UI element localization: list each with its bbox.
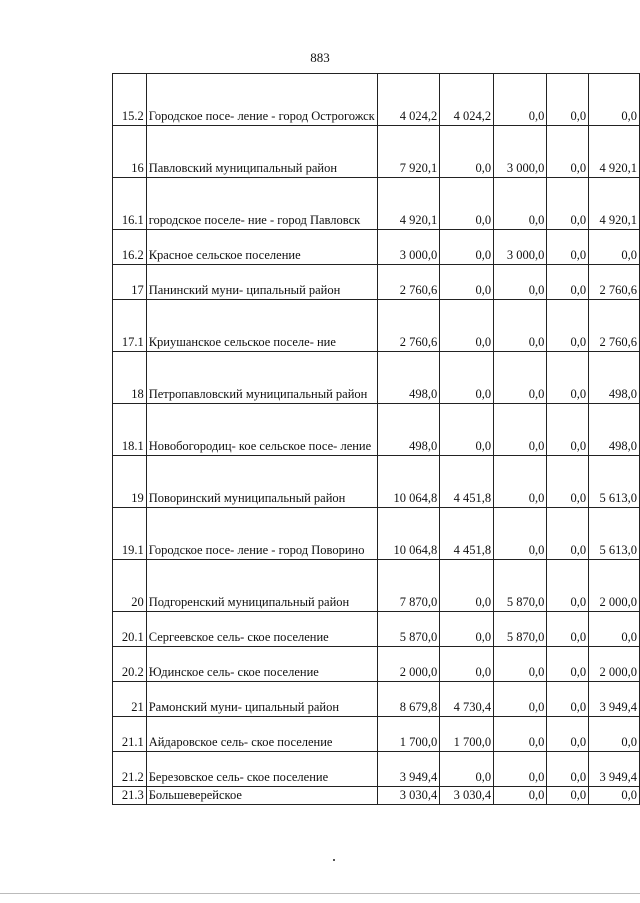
table-row: [113, 178, 640, 230]
value-col2-cell: 4 024,2: [440, 74, 494, 126]
table-row: [113, 508, 640, 560]
municipality-name-cell: Петропавловский муниципальный район: [146, 352, 377, 404]
value-total-cell: 8 679,8: [377, 682, 439, 717]
value-col4-cell: 0,0: [547, 178, 589, 230]
row-number-cell: 18.1: [113, 404, 147, 456]
value-col5-cell: 0,0: [589, 74, 640, 126]
value-col3-cell: 0,0: [494, 752, 547, 787]
value-col3-cell: 3 000,0: [494, 230, 547, 265]
value-col3-cell: 0,0: [494, 456, 547, 508]
value-total-cell: 498,0: [377, 352, 439, 404]
row-number-cell: 17: [113, 265, 147, 300]
value-col4-cell: 0,0: [547, 647, 589, 682]
table-row: [113, 752, 640, 787]
value-total-cell: 4 920,1: [377, 178, 439, 230]
table-row: [113, 352, 640, 404]
municipality-name-cell: Сергеевское сель- ское поселение: [146, 612, 377, 647]
municipality-name-cell: Красное сельское поселение: [146, 230, 377, 265]
value-col5-cell: 498,0: [589, 404, 640, 456]
table-row: [113, 265, 640, 300]
value-col2-cell: 4 451,8: [440, 508, 494, 560]
row-number-cell: 21.2: [113, 752, 147, 787]
value-col5-cell: 0,0: [589, 612, 640, 647]
value-col4-cell: 0,0: [547, 352, 589, 404]
table-row: [113, 74, 640, 126]
value-col5-cell: 0,0: [589, 787, 640, 805]
table-row: [113, 612, 640, 647]
municipality-name-cell: Панинский муни- ципальный район: [146, 265, 377, 300]
value-col2-cell: 0,0: [440, 178, 494, 230]
value-col3-cell: 0,0: [494, 647, 547, 682]
value-col2-cell: 0,0: [440, 752, 494, 787]
value-col4-cell: 0,0: [547, 230, 589, 265]
table-row: [113, 126, 640, 178]
value-col4-cell: 0,0: [547, 682, 589, 717]
value-col5-cell: 3 949,4: [589, 752, 640, 787]
municipality-name-cell: Большеверейское: [146, 787, 377, 805]
table-row: [113, 230, 640, 265]
value-col4-cell: 0,0: [547, 508, 589, 560]
value-col5-cell: 5 613,0: [589, 508, 640, 560]
value-col5-cell: 2 760,6: [589, 265, 640, 300]
value-col2-cell: 0,0: [440, 560, 494, 612]
table-row: [113, 300, 640, 352]
value-col5-cell: 2 000,0: [589, 647, 640, 682]
value-col3-cell: 5 870,0: [494, 560, 547, 612]
value-col2-cell: 0,0: [440, 612, 494, 647]
table-row: [113, 647, 640, 682]
municipality-name-cell: городское поселе- ние - город Павловск: [146, 178, 377, 230]
value-col2-cell: 0,0: [440, 352, 494, 404]
value-col5-cell: 0,0: [589, 230, 640, 265]
value-total-cell: 5 870,0: [377, 612, 439, 647]
row-number-cell: 15.2: [113, 74, 147, 126]
value-col4-cell: 0,0: [547, 752, 589, 787]
value-col3-cell: 5 870,0: [494, 612, 547, 647]
value-total-cell: 2 760,6: [377, 300, 439, 352]
value-total-cell: 498,0: [377, 404, 439, 456]
value-col3-cell: 3 000,0: [494, 126, 547, 178]
municipality-name-cell: Подгоренский муниципальный район: [146, 560, 377, 612]
municipality-name-cell: Городское посе- ление - город Поворино: [146, 508, 377, 560]
value-col2-cell: 0,0: [440, 230, 494, 265]
value-total-cell: 3 030,4: [377, 787, 439, 805]
page-number: 883: [310, 50, 330, 65]
value-col3-cell: 0,0: [494, 404, 547, 456]
value-col4-cell: 0,0: [547, 265, 589, 300]
municipality-name-cell: Павловский муниципальный район: [146, 126, 377, 178]
value-total-cell: 1 700,0: [377, 717, 439, 752]
municipality-name-cell: Березовское сель- ское поселение: [146, 752, 377, 787]
value-col4-cell: 0,0: [547, 560, 589, 612]
value-col2-cell: 0,0: [440, 300, 494, 352]
table-row: [113, 682, 640, 717]
table-row: [113, 404, 640, 456]
value-col4-cell: 0,0: [547, 787, 589, 805]
value-total-cell: 7 920,1: [377, 126, 439, 178]
row-number-cell: 16: [113, 126, 147, 178]
row-number-cell: 21: [113, 682, 147, 717]
value-col5-cell: 4 920,1: [589, 178, 640, 230]
value-col3-cell: 0,0: [494, 265, 547, 300]
value-col5-cell: 5 613,0: [589, 456, 640, 508]
municipality-name-cell: Юдинское сель- ское поселение: [146, 647, 377, 682]
value-total-cell: 3 949,4: [377, 752, 439, 787]
municipality-name-cell: Поворинский муниципальный район: [146, 456, 377, 508]
value-col2-cell: 3 030,4: [440, 787, 494, 805]
scan-speck: [333, 859, 335, 861]
value-col4-cell: 0,0: [547, 404, 589, 456]
table-row: [113, 560, 640, 612]
row-number-cell: 21.1: [113, 717, 147, 752]
table-row: [113, 787, 640, 805]
municipality-name-cell: Криушанское сельское поселе- ние: [146, 300, 377, 352]
value-col2-cell: 0,0: [440, 126, 494, 178]
value-col3-cell: 0,0: [494, 300, 547, 352]
value-col4-cell: 0,0: [547, 74, 589, 126]
value-col5-cell: 2 000,0: [589, 560, 640, 612]
value-col4-cell: 0,0: [547, 456, 589, 508]
row-number-cell: 17.1: [113, 300, 147, 352]
value-col5-cell: 4 920,1: [589, 126, 640, 178]
row-number-cell: 20.2: [113, 647, 147, 682]
row-number-cell: 20: [113, 560, 147, 612]
table-body: [113, 74, 640, 805]
value-col3-cell: 0,0: [494, 178, 547, 230]
row-number-cell: 18: [113, 352, 147, 404]
value-total-cell: 3 000,0: [377, 230, 439, 265]
row-number-cell: 20.1: [113, 612, 147, 647]
municipality-name-cell: Рамонский муни- ципальный район: [146, 682, 377, 717]
row-number-cell: 21.3: [113, 787, 147, 805]
budget-table: [112, 73, 640, 805]
value-total-cell: 10 064,8: [377, 508, 439, 560]
row-number-cell: 16.1: [113, 178, 147, 230]
page-bottom-rule: [0, 893, 640, 894]
value-col5-cell: 0,0: [589, 717, 640, 752]
value-col3-cell: 0,0: [494, 508, 547, 560]
municipality-name-cell: Новобогородиц- кое сельское посе- ление: [146, 404, 377, 456]
value-total-cell: 2 000,0: [377, 647, 439, 682]
value-col4-cell: 0,0: [547, 717, 589, 752]
municipality-name-cell: Айдаровское сель- ское поселение: [146, 717, 377, 752]
value-col2-cell: 4 730,4: [440, 682, 494, 717]
value-col2-cell: 4 451,8: [440, 456, 494, 508]
value-col2-cell: 0,0: [440, 404, 494, 456]
value-total-cell: 4 024,2: [377, 74, 439, 126]
value-col2-cell: 0,0: [440, 647, 494, 682]
table-row: [113, 456, 640, 508]
value-col5-cell: 2 760,6: [589, 300, 640, 352]
value-total-cell: 7 870,0: [377, 560, 439, 612]
row-number-cell: 16.2: [113, 230, 147, 265]
value-col2-cell: 0,0: [440, 265, 494, 300]
row-number-cell: 19: [113, 456, 147, 508]
value-col3-cell: 0,0: [494, 682, 547, 717]
value-col5-cell: 498,0: [589, 352, 640, 404]
value-col3-cell: 0,0: [494, 787, 547, 805]
value-col3-cell: 0,0: [494, 74, 547, 126]
value-col2-cell: 1 700,0: [440, 717, 494, 752]
value-col4-cell: 0,0: [547, 612, 589, 647]
value-total-cell: 10 064,8: [377, 456, 439, 508]
value-total-cell: 2 760,6: [377, 265, 439, 300]
value-col3-cell: 0,0: [494, 717, 547, 752]
table-row: [113, 717, 640, 752]
row-number-cell: 19.1: [113, 508, 147, 560]
value-col3-cell: 0,0: [494, 352, 547, 404]
value-col5-cell: 3 949,4: [589, 682, 640, 717]
municipality-name-cell: Городское посе- ление - город Острогожск: [146, 74, 377, 126]
value-col4-cell: 0,0: [547, 126, 589, 178]
value-col4-cell: 0,0: [547, 300, 589, 352]
